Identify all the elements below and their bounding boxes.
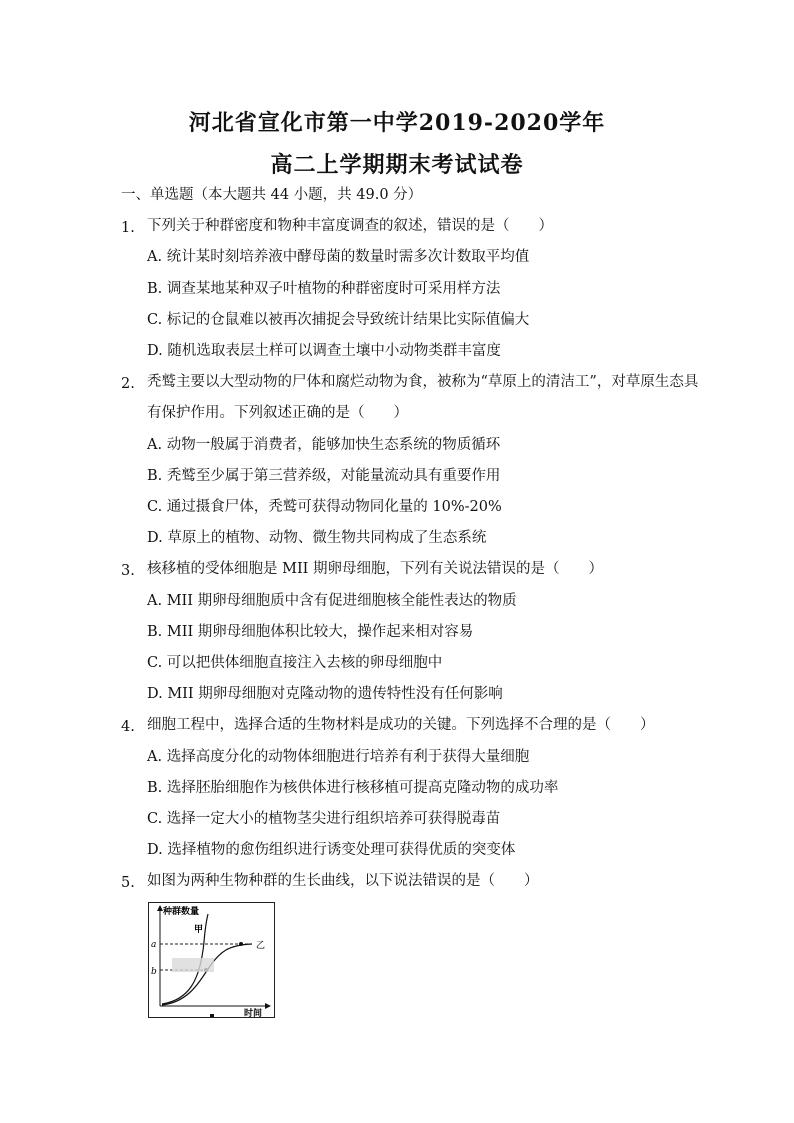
section-heading: 一、单选题（本大题共 44 小题，共 49.0 分）: [121, 187, 423, 203]
question-number: 5.: [121, 875, 135, 891]
question-number: 1.: [121, 220, 135, 236]
question-stem: 核移植的受体细胞是 MII 期卵母细胞，下列有关说法错误的是（ ）: [147, 561, 604, 577]
question-stem-cont: 有保护作用。下列叙述正确的是（ ）: [147, 405, 408, 421]
option-a: A. 选择高度分化的动物体细胞进行培养有利于获得大量细胞: [147, 749, 530, 765]
curve-yi-label: 乙: [256, 941, 266, 951]
option-a: A. MII 期卵母细胞质中含有促进细胞核全能性表达的物质: [147, 593, 517, 609]
option-a: A. 统计某时刻培养液中酵母菌的数量时需多次计数取平均值: [147, 249, 530, 265]
small-mark: [210, 1014, 214, 1017]
option-c: C. 选择一定大小的植物茎尖进行组织培养可获得脱毒苗: [147, 811, 501, 827]
blurred-area: [172, 958, 214, 972]
option-b: B. 调查某地某种双子叶植物的种群密度时可采用样方法: [147, 281, 501, 297]
option-c: C. 通过摄食尸体，秃鹫可获得动物同化量的 10%-20%: [147, 499, 502, 515]
option-c: C. 可以把供体细胞直接注入去核的卵母细胞中: [147, 655, 443, 671]
curve-jia-label: 甲: [194, 925, 204, 935]
point-a: [239, 942, 243, 946]
growth-curve-figure: [148, 902, 275, 1018]
y-axis-label: 种群数量: [163, 907, 200, 917]
option-d: D. 随机选取表层土样可以调查土壤中小动物类群丰富度: [147, 343, 501, 359]
option-b: B. MII 期卵母细胞体积比较大，操作起来相对容易: [147, 624, 474, 640]
option-b: B. 选择胚胎细胞作为核供体进行核移植可提高克隆动物的成功率: [147, 780, 559, 796]
option-b: B. 秃鹫至少属于第三营养级，对能量流动具有重要作用: [147, 468, 501, 484]
page-subtitle: 高二上学期期末考试试卷: [270, 152, 524, 178]
x-axis-label: 时间: [244, 1009, 263, 1018]
page-title: 河北省宣化市第一中学2019-2020学年: [188, 110, 606, 136]
option-d: D. MII 期卵母细胞对克隆动物的遗传特性没有任何影响: [147, 686, 503, 702]
question-stem: 秃鹫主要以大型动物的尸体和腐烂动物为食，被称为“草原上的清洁工”，对草原生态具: [147, 374, 699, 390]
level-b-label: b: [151, 967, 157, 977]
option-c: C. 标记的仓鼠难以被再次捕捉会导致统计结果比实际值偏大: [147, 312, 530, 328]
option-d: D. 草原上的植物、动物、微生物共同构成了生态系统: [147, 530, 487, 546]
question-number: 4.: [121, 719, 135, 735]
question-stem: 细胞工程中，选择合适的生物材料是成功的关键。下列选择不合理的是（ ）: [147, 717, 655, 733]
question-stem: 如图为两种生物种群的生长曲线，以下说法错误的是（ ）: [147, 873, 539, 889]
question-number: 2.: [121, 376, 135, 392]
option-d: D. 选择植物的愈伤组织进行诱变处理可获得优质的突变体: [147, 842, 516, 858]
level-a-label: a: [151, 940, 157, 950]
question-number: 3.: [121, 563, 135, 579]
question-stem: 下列关于种群密度和物种丰富度调查的叙述，错误的是（ ）: [147, 218, 553, 234]
option-a: A. 动物一般属于消费者，能够加快生态系统的物质循环: [147, 437, 501, 453]
